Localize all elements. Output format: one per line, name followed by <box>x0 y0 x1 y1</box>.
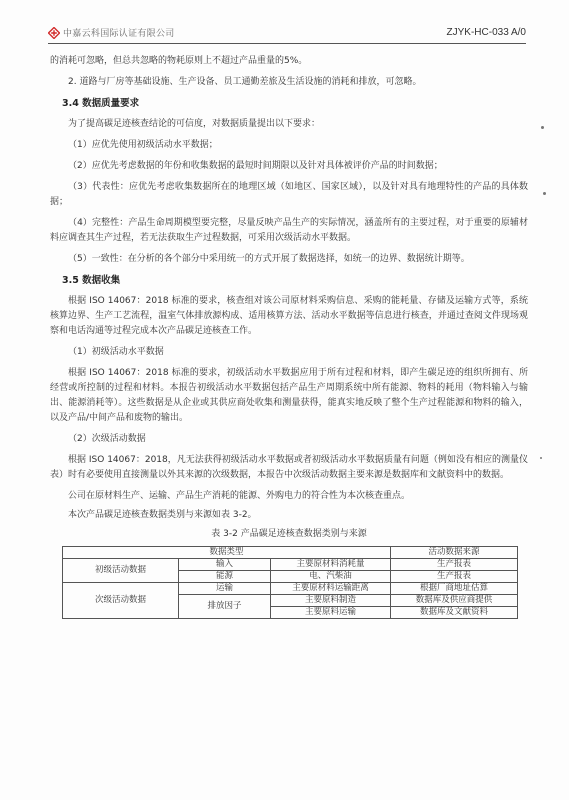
list-item: （3）代表性：应优先考虑收集数据所在的地理区域（如地区、国家区域），以及针对具有地理特性的产品的具体数据； <box>50 182 528 207</box>
company-logo-icon <box>48 27 60 39</box>
table-row <box>63 583 518 595</box>
section-heading-3-5: 3.5 数据收集 <box>62 275 121 286</box>
table-cell: 能源 <box>179 571 271 583</box>
table-cell: 主要原料制造 <box>271 595 391 607</box>
table-header-cell: 数据类型 <box>63 547 391 559</box>
paragraph: 公司在原材料生产、运输、产品生产消耗的能源、外购电力的符合性为本次核查重点。 <box>68 491 411 501</box>
table-cell: 排放因子 <box>179 595 271 619</box>
table-cell: 生产报表 <box>391 571 518 583</box>
paragraph: 根据 ISO 14067：2018，凡无法获得初级活动水平数据或者初级活动水平数据质量有问题（例如没有相应的测量仪表）时有必要使用直接测量以外其来源的次级数据，本报告中次级活动数据主要来源是数据库和文献资料中的数据。 <box>50 455 528 480</box>
table-cell: 电、汽柴油 <box>271 571 391 583</box>
paragraph: 根据 ISO 14067：2018 标准的要求，核查组对该公司原材料采购信息、采购的能耗量、存储及运输方式等，系统核算边界、生产工艺流程，温室气体排放源构成、适用核算方法、活动水平数据等信息进行核查，并通过查阅文件现场观察和电话沟通等过程完成本次产品碳足迹核查工作。 <box>50 296 528 336</box>
table-group-cell: 次级活动数据 <box>63 583 179 619</box>
page-header <box>48 26 526 44</box>
table-cell: 根据厂商地址估算 <box>391 583 518 595</box>
list-item: （4）完整性：产品生命周期模型要完整，尽量反映产品生产的实际情况，涵盖所有的主要过程，对于重要的原辅材料应调查其生产过程，若无法获取生产过程数据，可采用次级活动水平数据。 <box>50 218 528 243</box>
table-cell: 主要原料运输 <box>271 607 391 619</box>
company-name: 中嘉云科国际认证有限公司 <box>63 29 175 39</box>
table-cell: 输入 <box>179 559 271 571</box>
table-cell: 数据库及供应商提供 <box>391 595 518 607</box>
table-group-cell: 初级活动数据 <box>63 559 179 583</box>
scan-artifact <box>543 192 546 195</box>
paragraph: 2. 道路与厂房等基础设施、生产设备、员工通勤差旅及生活设施的消耗和排放，可忽略。 <box>68 77 422 87</box>
paragraph: 为了提高碳足迹核查结论的可信度，对数据质量提出以下要求： <box>68 119 321 129</box>
table-row <box>63 559 518 571</box>
subheading: （1）初级活动水平数据 <box>68 347 164 357</box>
table-header-row <box>63 547 518 559</box>
paragraph: 根据 ISO 14067：2018 标准的要求，初级活动水平数据应用于所有过程和材料，即产生碳足迹的组织所拥有、所经营或所控制的过程和材料。本报告初级活动水平数据包括产品生产周期系统中所有能源、物料的耗用（物料输入与输出、能源消耗等）。这些数据是从企业或其供应商处收集和测量获得，能真实地反映了整个生产过程能源和物料的输入，以及产品/中间产品和废物的输出。 <box>50 368 528 423</box>
paragraph: 本次产品碳足迹核查数据类别与来源如表 3-2。 <box>68 510 257 520</box>
scan-artifact <box>540 457 542 459</box>
subheading: （2）次级活动数据 <box>68 434 146 444</box>
list-item: （5）一致性：在分析的各个部分中采用统一的方式开展了数据选择，如统一的边界、数据统计期等。 <box>68 254 470 264</box>
list-item: （1）应优先使用初级活动水平数据； <box>68 140 218 150</box>
table-cell: 运输 <box>179 583 271 595</box>
paragraph: 的消耗可忽略，但总共忽略的物耗原则上不超过产品重量的5%。 <box>50 56 308 66</box>
table-cell: 主要原材料消耗量 <box>271 559 391 571</box>
list-item: （2）应优先考虑数据的年份和收集数据的最短时间期限以及针对具体被评价产品的时间数据； <box>68 161 443 171</box>
table-header-cell: 活动数据来源 <box>391 547 518 559</box>
data-source-table <box>62 546 518 619</box>
table-cell: 主要原材料运输距离 <box>271 583 391 595</box>
document-code: ZJYK-HC-033 A/0 <box>446 27 526 38</box>
document-body <box>50 54 528 619</box>
company-logo <box>48 26 175 39</box>
scan-artifact <box>541 126 544 129</box>
section-heading-3-4: 3.4 数据质量要求 <box>62 98 140 109</box>
table-cell: 生产报表 <box>391 559 518 571</box>
table-cell: 数据库及文献资料 <box>391 607 518 619</box>
table-caption: 表 3-2 产品碳足迹核查数据类别与来源 <box>211 529 367 539</box>
